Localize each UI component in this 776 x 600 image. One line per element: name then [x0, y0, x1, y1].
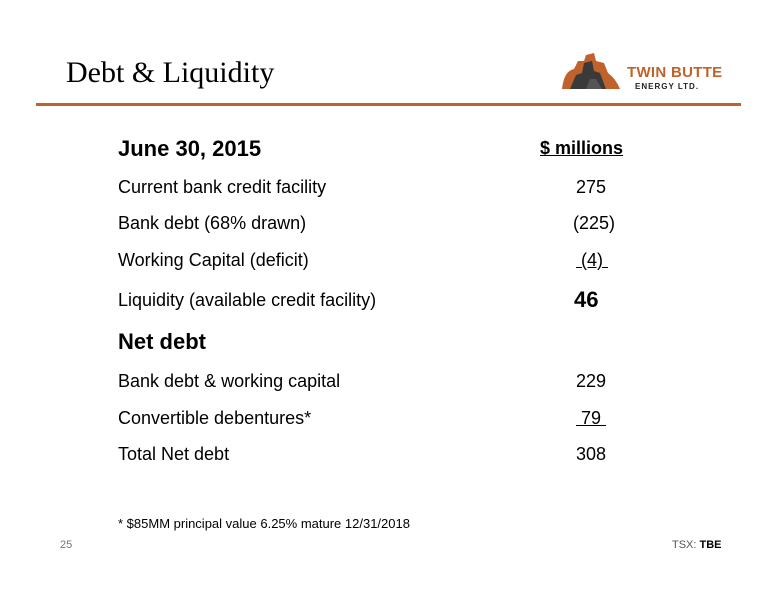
slide-title: Debt & Liquidity: [66, 56, 275, 89]
net-debt-row: [118, 444, 638, 470]
row-value: 308: [576, 444, 607, 464]
row-label: Total Net debt: [118, 444, 230, 464]
liquidity-row: [118, 250, 638, 276]
net-debt-row: [118, 408, 638, 434]
logo-subtitle: ENERGY LTD.: [635, 82, 700, 91]
page-number: 25: [60, 539, 73, 551]
date-heading: June 30, 2015: [118, 136, 262, 161]
row-label: Bank debt (68% drawn): [118, 213, 307, 233]
logo-name: TWIN BUTTE: [627, 64, 723, 81]
row-label: Bank debt & working capital: [118, 371, 341, 391]
ticker-label: TSX:: [672, 539, 697, 551]
liquidity-row: [118, 287, 638, 316]
title-divider: [36, 103, 741, 106]
row-value: (4): [576, 250, 609, 270]
row-label: Liquidity (available credit facility): [118, 290, 377, 310]
net-debt-row: [118, 371, 638, 397]
ticker: [672, 539, 722, 551]
row-value: 275: [576, 177, 607, 197]
row-label: Convertible debentures*: [118, 408, 312, 428]
liquidity-row: [118, 213, 638, 239]
units-header: $ millions: [540, 138, 624, 158]
row-value: 229: [576, 371, 607, 391]
row-value: 79: [576, 408, 607, 428]
butte-mountain-icon: [560, 49, 624, 91]
row-label: Current bank credit facility: [118, 177, 327, 197]
net-debt-heading: Net debt: [118, 329, 206, 354]
row-value: (225): [573, 213, 616, 233]
ticker-symbol: TBE: [699, 539, 722, 551]
row-value: 46: [574, 287, 599, 312]
footnote: * $85MM principal value 6.25% mature 12/31/2018: [118, 516, 410, 531]
company-logo: [560, 49, 740, 93]
liquidity-row: [118, 177, 638, 203]
net-debt-heading-row: [118, 329, 638, 355]
row-label: Working Capital (deficit): [118, 250, 309, 270]
